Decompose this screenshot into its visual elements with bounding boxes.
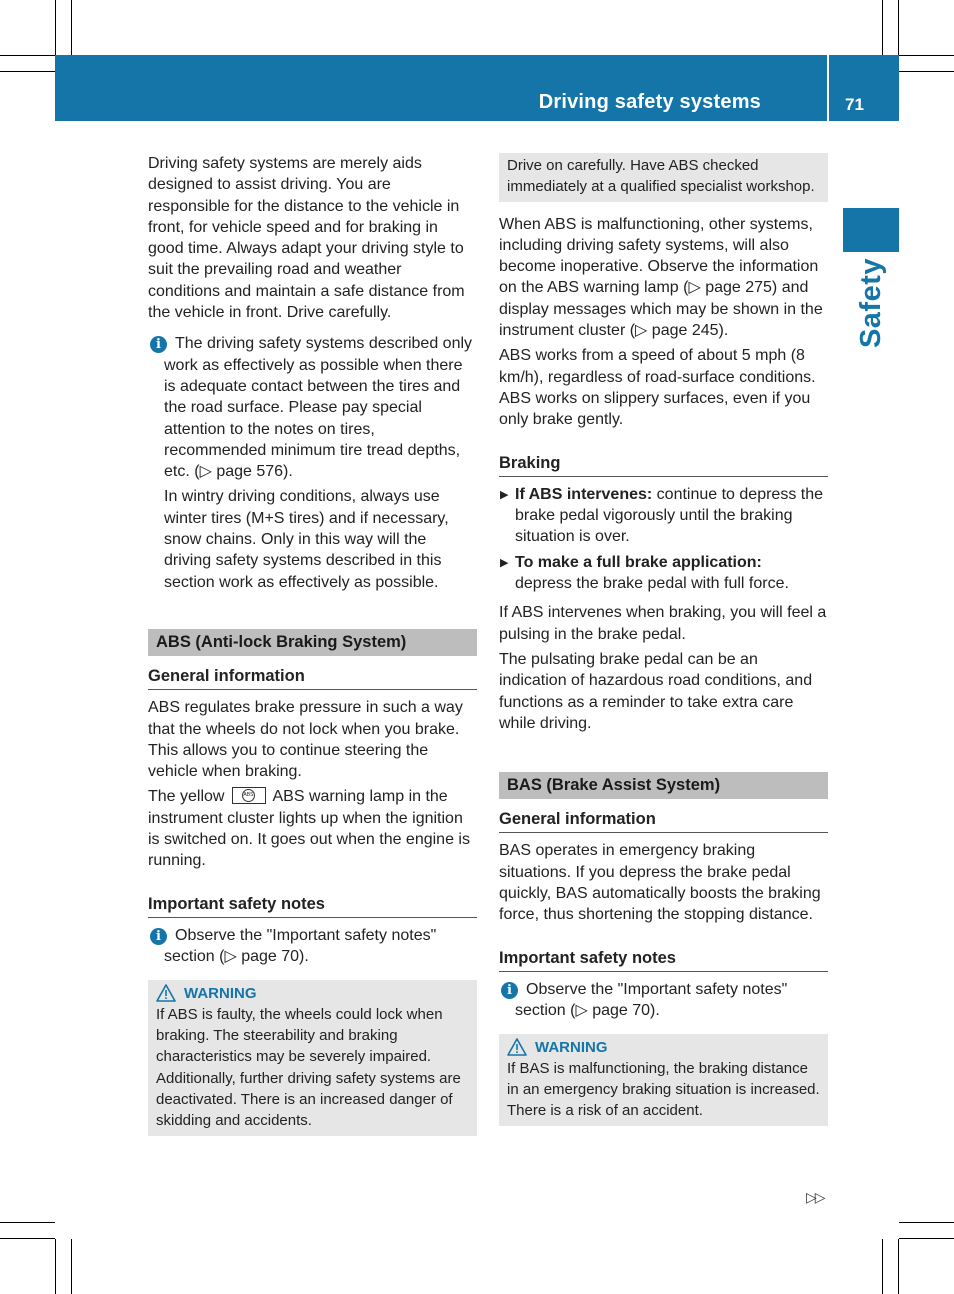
warning-title: WARNING xyxy=(535,1038,608,1056)
chapter-title: Driving safety systems xyxy=(538,91,761,113)
subheading-braking: Braking xyxy=(499,453,828,477)
abs-lamp-symbol: ABS xyxy=(242,789,255,802)
braking-paragraph: The pulsating brake pedal can be an indication of hazardous road conditions, and functions as a reminder to take extra care while driving. xyxy=(499,650,813,732)
warning-text: If BAS is malfunctioning, the braking distance in an emergency braking situation is increased. There is a risk of an accident. xyxy=(507,1059,820,1120)
crop-mark xyxy=(0,71,55,72)
crop-mark xyxy=(899,55,954,56)
info-icon: i xyxy=(150,928,167,945)
info-text: In wintry driving conditions, always use winter tires (M+S tires) and if necessary, snow chains. Only in this way will the driving safety systems described in this section work as effectively as possible. xyxy=(164,488,449,591)
crop-mark xyxy=(55,0,56,55)
abs-lamp-text-before: The yellow xyxy=(148,788,225,806)
crop-mark xyxy=(0,55,55,56)
left-column xyxy=(148,153,477,1136)
info-icon: i xyxy=(501,982,518,999)
abs-lamp-text-after: ABS warning lamp in the instrument cluster lights up when the ignition is switched on. It goes out when the engine is running. xyxy=(148,788,470,870)
info-text: The driving safety systems described only work as effectively as possible when there is adequate contact between the tires and the road surface. Please pay special attention to the notes on tires, recommended minimum tire tread depths, etc. (▷ page 576). xyxy=(164,335,473,481)
info-text: Observe the "Important safety notes" section (▷ page 70). xyxy=(164,926,437,966)
crop-mark xyxy=(55,1239,56,1294)
crop-mark xyxy=(882,0,883,55)
warning-box xyxy=(499,1034,828,1126)
section-title-bas: BAS (Brake Assist System) xyxy=(499,772,828,799)
info-icon: i xyxy=(150,336,167,353)
warning-triangle-icon xyxy=(507,1038,527,1056)
info-text: Observe the "Important safety notes" section (▷ page 70). xyxy=(515,980,788,1020)
bas-paragraph: BAS operates in emergency braking situations. If you depress the brake pedal quickly, BAS automatically boosts the braking force, thus shortening the stopping distance. xyxy=(499,842,821,924)
braking-paragraph: If ABS intervenes when braking, you will feel a pulsing in the brake pedal. xyxy=(499,604,827,643)
intro-paragraph: Driving safety systems are merely aids designed to assist driving. You are responsible for the distance to the vehicle in front, for vehicle speed and for braking in good time. Always adapt your driving style to suit the prevailing road and weather conditions and maintain a safe distance from the vehicle in front. Drive carefully. xyxy=(148,155,465,322)
section-tab-label: Safety xyxy=(855,258,887,349)
crop-mark xyxy=(899,1222,954,1223)
subheading-safety-notes: Important safety notes xyxy=(148,894,477,918)
crop-mark xyxy=(71,0,72,55)
page-number: 71 xyxy=(845,95,864,114)
section-title-abs: ABS (Anti-lock Braking System) xyxy=(148,629,477,656)
abs-malfunction-paragraph: When ABS is malfunctioning, other systems, including driving safety systems, will also become inoperative. Observe the information on the ABS warning lamp (▷ page 275) and display messages which may be shown in the instrument cluster (▷ page 245). xyxy=(499,215,823,340)
step-label: To make a full brake application: xyxy=(515,553,762,571)
step-text: depress the brake pedal with full force. xyxy=(515,575,789,593)
step-arrow-icon: ▶ xyxy=(500,488,509,501)
step-arrow-icon: ▶ xyxy=(500,556,509,569)
continue-marker: ▷▷ xyxy=(806,1189,824,1205)
step-text: continue to depress the brake pedal vigorously until the braking situation is over. xyxy=(515,485,823,546)
info-note xyxy=(499,979,828,1022)
warning-header xyxy=(156,983,469,1004)
instruction-step xyxy=(499,552,828,595)
page-header xyxy=(55,55,899,121)
crop-mark xyxy=(898,0,899,55)
abs-paragraph: ABS regulates brake pressure in such a way that the wheels do not lock when you brake. This allows you to continue steering the vehicle when braking. xyxy=(148,699,463,781)
crop-mark xyxy=(882,1239,883,1294)
warning-triangle-icon xyxy=(156,984,176,1002)
step-label: If ABS intervenes: xyxy=(515,485,653,503)
continued-warning-box: Drive on carefully. Have ABS checked immediately at a qualified specialist workshop. xyxy=(499,153,828,202)
crop-mark xyxy=(899,1238,954,1239)
warning-text: If ABS is faulty, the wheels could lock when braking. The steerability and braking characteristics may be severely impaired. Additionally, further driving safety systems are deactivated. There is an increased danger of skidding and accidents. xyxy=(156,1005,461,1130)
crop-mark xyxy=(0,1238,55,1239)
instruction-step xyxy=(499,484,828,548)
right-column xyxy=(499,153,828,1126)
info-note xyxy=(148,333,477,593)
warning-box xyxy=(148,980,477,1136)
crop-mark xyxy=(899,71,954,72)
info-note xyxy=(148,925,477,968)
subheading-general-info: General information xyxy=(499,809,828,833)
crop-mark xyxy=(898,1239,899,1294)
crop-mark xyxy=(71,1239,72,1294)
abs-warning-lamp-icon xyxy=(232,787,266,804)
warning-header xyxy=(507,1037,820,1058)
section-tab xyxy=(843,208,899,252)
subheading-general-info: General information xyxy=(148,666,477,690)
abs-lamp-paragraph xyxy=(148,786,477,871)
crop-mark xyxy=(0,1222,55,1223)
header-divider xyxy=(827,55,829,121)
warning-title: WARNING xyxy=(184,984,257,1002)
subheading-safety-notes: Important safety notes xyxy=(499,948,828,972)
abs-speed-paragraph: ABS works from a speed of about 5 mph (8 km/h), regardless of road-surface conditions. ABS works on slippery surfaces, even if you only brake gently. xyxy=(499,347,816,429)
